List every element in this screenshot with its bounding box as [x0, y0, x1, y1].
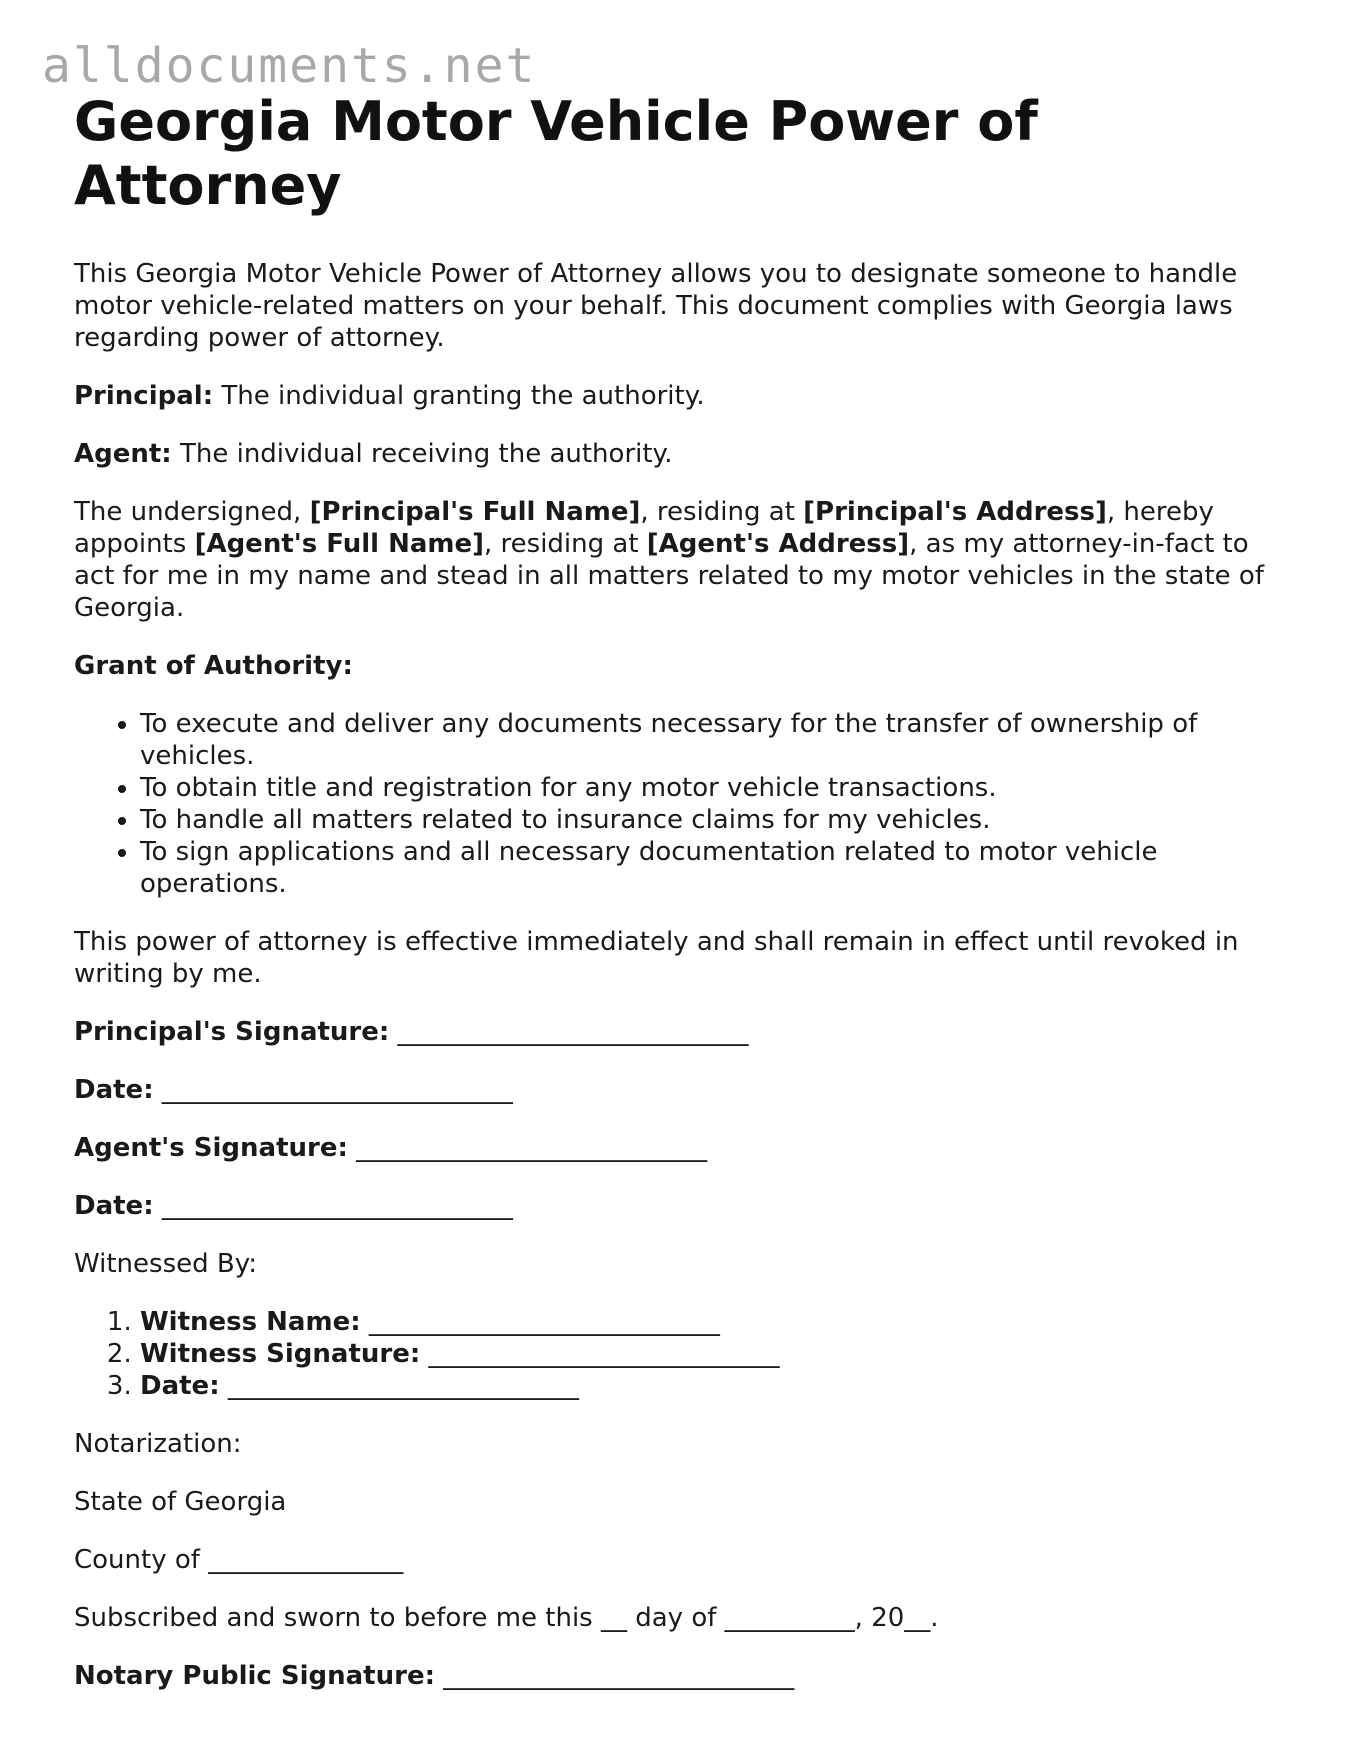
witness-name-blank[interactable]: ___________________________ — [360, 1307, 720, 1337]
document-title: Georgia Motor Vehicle Power of Attorney — [74, 90, 1038, 217]
grant-list — [74, 708, 1294, 900]
appointment-text-5: , as my attorney-in-fact to act for me in my name and stead in all matters related to my motor vehicles in the state of Georgia. — [74, 529, 1264, 623]
agent-address-placeholder: [Agent's Address] — [646, 529, 910, 559]
watermark: alldocuments.net — [42, 38, 537, 94]
principal-address-placeholder: [Principal's Address] — [803, 497, 1107, 527]
grant-heading-text: Grant of Authority: — [74, 651, 353, 681]
notary-county: County of _______________ — [74, 1545, 404, 1575]
principal-name-placeholder: [Principal's Full Name] — [309, 497, 641, 527]
notary-signature-label: Notary Public Signature: — [74, 1661, 435, 1691]
agent-date-blank[interactable]: ___________________________ — [153, 1191, 513, 1221]
agent-name-placeholder: [Agent's Full Name] — [194, 529, 485, 559]
notary-state: State of Georgia — [74, 1487, 287, 1517]
grant-item: • To execute and deliver any documents necessary for the transfer of ownership of vehicles. — [140, 708, 1294, 772]
notarization-heading: Notarization: — [74, 1429, 242, 1459]
appointment-paragraph — [74, 496, 1294, 624]
witness-name-item — [140, 1306, 1294, 1338]
agent-date-label: Date: — [74, 1191, 154, 1221]
appointment-text-2: , residing at — [640, 497, 804, 527]
principal-date-label: Date: — [74, 1075, 154, 1105]
appointment-text-3: , hereby appoints — [74, 497, 1214, 559]
witness-date-label: Date: — [140, 1371, 220, 1401]
appointment-text-4: , residing at — [484, 529, 647, 559]
agent-date-line — [74, 1190, 1294, 1222]
witness-date-item — [140, 1370, 1294, 1402]
intro-paragraph: This Georgia Motor Vehicle Power of Attorney allows you to designate someone to handle motor vehicle-related matters on your behalf. This document complies with Georgia laws regarding power of attorney. — [74, 259, 1238, 353]
witness-signature-label: Witness Signature: — [140, 1339, 421, 1369]
grant-heading — [74, 650, 1294, 682]
agent-definition-label: Agent: — [74, 439, 172, 469]
document-page — [74, 90, 1294, 1718]
agent-signature-blank[interactable]: ___________________________ — [347, 1133, 708, 1163]
principal-signature-blank[interactable]: ___________________________ — [389, 1017, 749, 1047]
principal-definition-label: Principal: — [74, 381, 214, 411]
notary-signature-blank[interactable]: ___________________________ — [434, 1661, 795, 1691]
principal-date-blank[interactable]: ___________________________ — [153, 1075, 513, 1105]
appointment-text-1: The undersigned, — [74, 497, 310, 527]
principal-date-line — [74, 1074, 1294, 1106]
witness-list — [74, 1306, 1294, 1402]
witness-heading: Witnessed By: — [74, 1249, 257, 1279]
grant-item: • To handle all matters related to insurance claims for my vehicles. — [140, 804, 1294, 836]
principal-definition — [74, 380, 1294, 412]
witness-signature-item — [140, 1338, 1294, 1370]
witness-signature-blank[interactable]: ___________________________ — [420, 1339, 780, 1369]
agent-signature-line — [74, 1132, 1294, 1164]
principal-signature-label: Principal's Signature: — [74, 1017, 390, 1047]
agent-definition-text: The individual receiving the authority. — [171, 439, 673, 469]
grant-item: • To sign applications and all necessary documentation related to motor vehicle operations. — [140, 836, 1294, 900]
principal-definition-text: The individual granting the authority. — [213, 381, 705, 411]
witness-name-label: Witness Name: — [140, 1307, 361, 1337]
notary-sworn: Subscribed and sworn to before me this __ day of __________, 20__. — [74, 1603, 939, 1633]
agent-definition — [74, 438, 1294, 470]
principal-signature-line — [74, 1016, 1294, 1048]
effective-paragraph: This power of attorney is effective immediately and shall remain in effect until revoked in writing by me. — [74, 927, 1239, 989]
grant-item: • To obtain title and registration for any motor vehicle transactions. — [140, 772, 1294, 804]
witness-date-blank[interactable]: ___________________________ — [219, 1371, 579, 1401]
notary-signature-line — [74, 1660, 1294, 1692]
agent-signature-label: Agent's Signature: — [74, 1133, 348, 1163]
